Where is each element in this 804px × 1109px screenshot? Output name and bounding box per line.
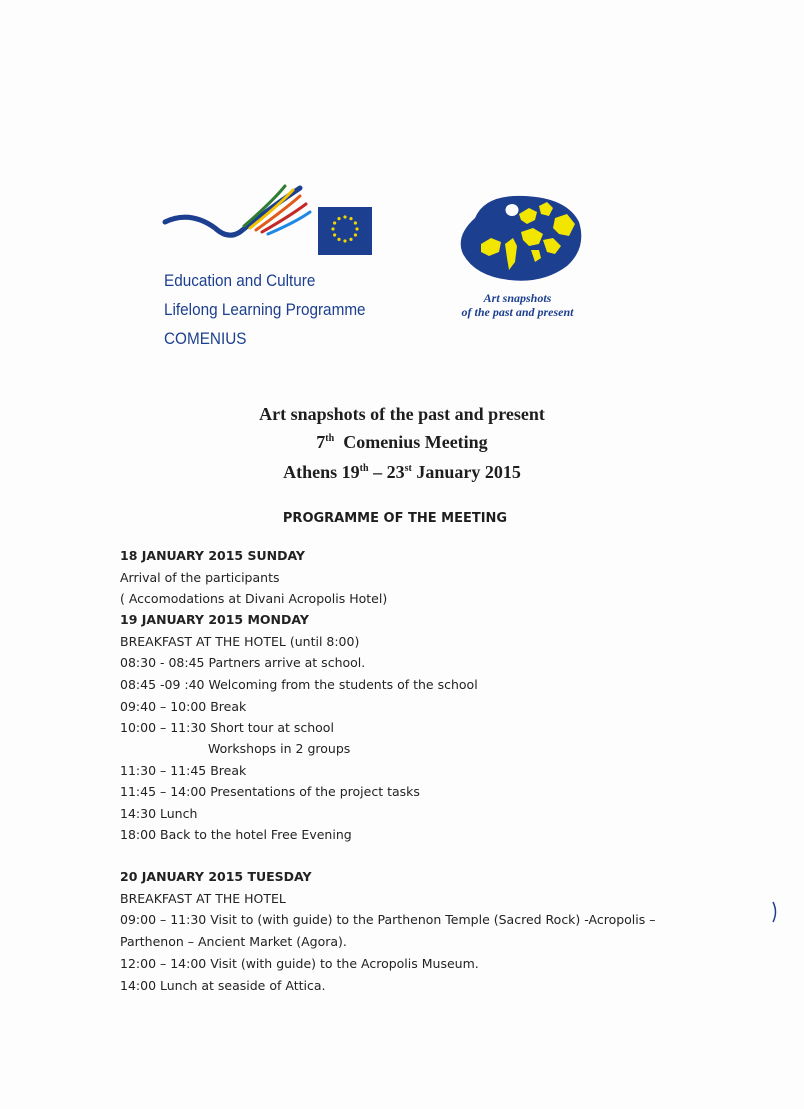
meeting-number: 7 (316, 432, 326, 452)
schedule-item: 08:45 -09 :40 Welcoming from the students of the school (120, 677, 478, 692)
programme-line-lifelong: Lifelong Learning Programme (164, 300, 366, 319)
schedule-item: 12:00 – 14:00 Visit (with guide) to the Acropolis Museum. (120, 956, 479, 971)
programme-title: PROGRAMME OF THE MEETING (282, 511, 508, 526)
schedule-item: BREAKFAST AT THE HOTEL (until 8:00) (120, 634, 360, 649)
meeting-title (0, 432, 804, 453)
programme-line-education: Education and Culture (164, 271, 316, 290)
date-start: Athens 19 (283, 462, 360, 482)
scan-mark (770, 900, 780, 924)
day-heading-monday: 19 JANUARY 2015 MONDAY (120, 612, 309, 627)
project-logo-caption (420, 291, 615, 319)
project-caption-line1: Art snapshots (483, 291, 552, 305)
project-caption-line2: of the past and present (461, 305, 574, 319)
date-month-year: January 2015 (411, 462, 521, 482)
schedule-item: Arrival of the participants (120, 570, 280, 585)
schedule-item: 10:00 – 11:30 Short tour at school (120, 720, 334, 735)
palette-logo (455, 188, 585, 288)
schedule-item: 14:00 Lunch at seaside of Attica. (120, 978, 326, 993)
schedule-item: 08:30 - 08:45 Partners arrive at school. (120, 655, 366, 670)
date-end: – 23 (368, 462, 405, 482)
meeting-name: Comenius Meeting (343, 432, 488, 452)
schedule-item: ( Accomodations at Divani Acropolis Hotel) (120, 591, 388, 606)
programme-logo-text (164, 266, 366, 353)
day-heading-sunday: 18 JANUARY 2015 SUNDAY (120, 548, 305, 563)
document-title: Art snapshots of the past and present (259, 404, 545, 424)
schedule-item: Parthenon – Ancient Market (Agora). (120, 934, 347, 949)
meeting-dates (0, 462, 804, 483)
eu-flag-icon (318, 207, 372, 255)
date-start-ordinal: th (359, 463, 369, 474)
meeting-ordinal: th (325, 433, 335, 444)
schedule-item: 18:00 Back to the hotel Free Evening (120, 827, 352, 842)
date-end-ordinal: st (404, 463, 412, 474)
schedule-item: BREAKFAST AT THE HOTEL (120, 891, 286, 906)
schedule-item: 09:40 – 10:00 Break (120, 699, 247, 714)
programme-line-comenius: COMENIUS (164, 329, 247, 348)
schedule-item: 11:45 – 14:00 Presentations of the project tasks (120, 784, 420, 799)
schedule-item: 14:30 Lunch (120, 806, 198, 821)
schedule-item: Workshops in 2 groups (208, 741, 351, 756)
schedule-item: 11:30 – 11:45 Break (120, 763, 247, 778)
day-heading-tuesday: 20 JANUARY 2015 TUESDAY (120, 869, 312, 884)
schedule-item: 09:00 – 11:30 Visit to (with guide) to the Parthenon Temple (Sacred Rock) -Acropolis – (120, 912, 656, 927)
